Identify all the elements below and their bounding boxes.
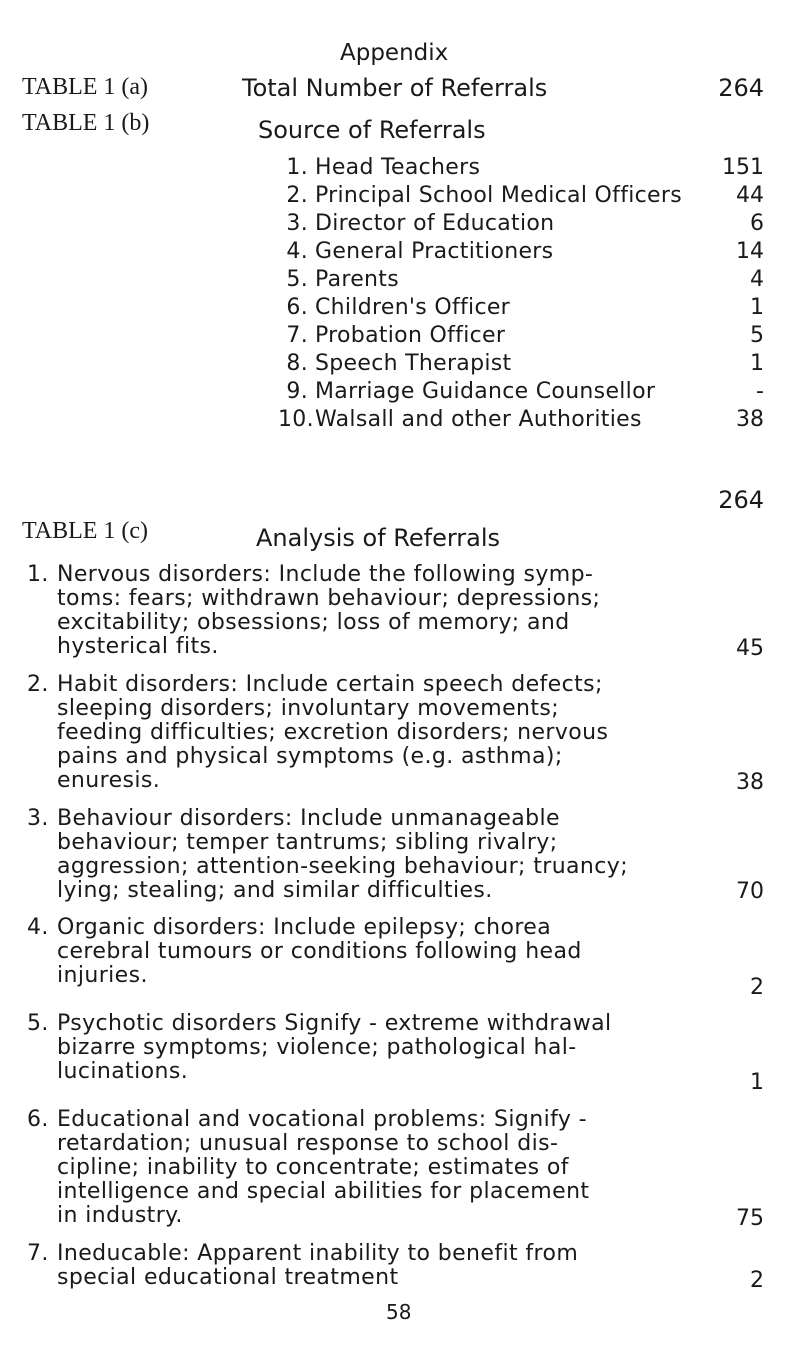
list-item-line: Educational and vocational problems: Signify - xyxy=(57,1107,587,1132)
table-b-total: 264 xyxy=(718,486,764,514)
list-item-line: toms: fears; withdrawn behaviour; depressions; xyxy=(57,586,601,611)
list-item-line: Behaviour disorders: Include unmanageable xyxy=(57,806,560,831)
list-item-num: 8. xyxy=(286,351,308,376)
list-item-value: 45 xyxy=(736,636,764,661)
list-item-name: Probation Officer xyxy=(315,323,506,348)
table-c-title: Analysis of Referrals xyxy=(256,524,501,552)
list-item-line: special educational treatment xyxy=(57,1265,399,1290)
list-item-line: hysterical fits. xyxy=(57,634,219,659)
table-a-value: 264 xyxy=(718,74,764,102)
list-item-value: 70 xyxy=(736,879,764,904)
list-item-line: cerebral tumours or conditions following head xyxy=(57,939,582,964)
list-item-line: intelligence and special abilities for placement xyxy=(57,1179,590,1204)
list-item-name: Speech Therapist xyxy=(315,351,512,376)
list-item-num: 7. xyxy=(286,323,308,348)
page-title: Appendix xyxy=(340,40,449,66)
list-item-value: 44 xyxy=(736,183,764,208)
list-item-value: 2 xyxy=(750,1268,764,1293)
table-a-label: TABLE 1 (a) xyxy=(22,74,149,100)
list-item-line: Nervous disorders: Include the following symp- xyxy=(57,562,594,587)
list-item-line: in industry. xyxy=(57,1203,183,1228)
list-item-line: retardation; unusual response to school dis- xyxy=(57,1131,559,1156)
list-item-num: 10. xyxy=(278,407,314,432)
list-item-num: 1. xyxy=(27,562,49,587)
list-item-line: cipline; inability to concentrate; estimates of xyxy=(57,1155,569,1180)
list-item-line: behaviour; temper tantrums; sibling rivalry; xyxy=(57,830,558,855)
list-item-value: 1 xyxy=(750,1070,764,1095)
list-item-name: Children's Officer xyxy=(315,295,511,320)
list-item-value: 14 xyxy=(736,239,764,264)
list-item-num: 2. xyxy=(27,672,49,697)
list-item-name: Parents xyxy=(315,267,399,292)
list-item-value: 151 xyxy=(722,155,764,180)
list-item-num: 3. xyxy=(27,806,49,831)
list-item-value: 1 xyxy=(750,351,764,376)
list-item-num: 5. xyxy=(27,1011,49,1036)
list-item-num: 3. xyxy=(286,211,308,236)
list-item-line: sleeping disorders; involuntary movements; xyxy=(57,696,560,721)
list-item-line: aggression; attention-seeking behaviour; truancy; xyxy=(57,854,629,879)
table-b-label: TABLE 1 (b) xyxy=(22,110,150,136)
list-item-value: 5 xyxy=(750,323,764,348)
list-item-num: 6. xyxy=(286,295,308,320)
list-item-num: 9. xyxy=(286,379,308,404)
list-item-line: bizarre symptoms; violence; pathological hal- xyxy=(57,1035,577,1060)
list-item-line: Habit disorders: Include certain speech defects; xyxy=(57,672,603,697)
list-item-line: injuries. xyxy=(57,963,148,988)
list-item-value: 4 xyxy=(750,267,764,292)
list-item-name: Head Teachers xyxy=(315,155,481,180)
list-item-name: General Practitioners xyxy=(315,239,554,264)
list-item-num: 4. xyxy=(27,915,49,940)
list-item-value: 2 xyxy=(750,975,764,1000)
list-item-num: 4. xyxy=(286,239,308,264)
list-item-line: Ineducable: Apparent inability to benefit from xyxy=(57,1241,579,1266)
list-item-num: 5. xyxy=(286,267,308,292)
list-item-line: lucinations. xyxy=(57,1059,189,1084)
page-number: 58 xyxy=(386,1300,412,1324)
list-item-line: Organic disorders: Include epilepsy; chorea xyxy=(57,915,552,940)
list-item-line: excitability; obsessions; loss of memory; and xyxy=(57,610,570,635)
list-item-line: lying; stealing; and similar difficulties. xyxy=(57,878,493,903)
list-item-value: 6 xyxy=(750,211,764,236)
list-item-line: feeding difficulties; excretion disorders; nervous xyxy=(57,720,609,745)
list-item-line: enuresis. xyxy=(57,768,161,793)
list-item-name: Marriage Guidance Counsellor xyxy=(315,379,656,404)
list-item-value: 38 xyxy=(736,407,764,432)
list-item-name: Walsall and other Authorities xyxy=(315,407,642,432)
list-item-num: 6. xyxy=(27,1107,49,1132)
table-c-label: TABLE 1 (c) xyxy=(22,518,149,544)
table-a-title: Total Number of Referrals xyxy=(242,74,548,102)
list-item-num: 7. xyxy=(27,1241,49,1266)
list-item-value: 1 xyxy=(750,295,764,320)
list-item-num: 1. xyxy=(286,155,308,180)
list-item-name: Principal School Medical Officers xyxy=(315,183,683,208)
list-item-name: Director of Education xyxy=(315,211,555,236)
list-item-line: Psychotic disorders Signify - extreme withdrawal xyxy=(57,1011,612,1036)
list-item-value: 38 xyxy=(736,770,764,795)
list-item-line: pains and physical symptoms (e.g. asthma); xyxy=(57,744,563,769)
list-item-value: 75 xyxy=(736,1206,764,1231)
list-item-num: 2. xyxy=(286,183,308,208)
list-item-value: - xyxy=(756,379,764,404)
table-b-title: Source of Referrals xyxy=(258,116,486,144)
